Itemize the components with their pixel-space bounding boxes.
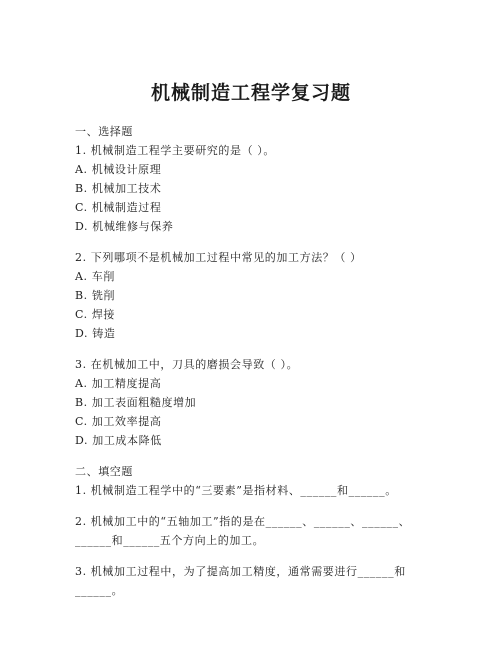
- spacer: [75, 550, 425, 562]
- question-stem: 1. 机械制造工程学主要研究的是（ ）。: [75, 144, 275, 157]
- fill-question-line: 3. 机械加工过程中，为了提高加工精度，通常需要进行______和: [75, 565, 406, 578]
- option-item: B. 加工表面粗糙度增加: [75, 396, 197, 409]
- option-item: C. 焊接: [75, 308, 116, 321]
- question-stem: 2. 下列哪项不是机械加工过程中常见的加工方法？（ ）: [75, 251, 362, 264]
- section-heading-fill: 二、填空题: [75, 465, 133, 478]
- option-item: B. 机械加工技术: [75, 182, 162, 195]
- spacer: [75, 500, 425, 512]
- section-heading-choice: 一、选择题: [75, 125, 133, 138]
- option-item: A. 车削: [75, 270, 115, 283]
- option-item: C. 加工效率提高: [75, 415, 162, 428]
- fill-question-line: ______和______五个方向上的加工。: [75, 534, 265, 547]
- option-item: A. 机械设计原理: [75, 163, 162, 176]
- option-item: D. 铸造: [75, 327, 116, 340]
- spacer: [75, 450, 425, 462]
- document-body: [75, 122, 425, 600]
- option-item: A. 加工精度提高: [75, 377, 162, 390]
- page-title: 机械制造工程学复习题: [150, 82, 351, 104]
- option-item: D. 机械维修与保养: [75, 220, 174, 233]
- fill-question: 1. 机械制造工程学中的“三要素”是指材料、______和______。: [75, 484, 397, 497]
- option-item: B. 铣削: [75, 289, 116, 302]
- option-item: D. 加工成本降低: [75, 434, 162, 447]
- fill-question-line: 2. 机械加工中的“五轴加工”指的是在______、______、______、: [75, 515, 411, 528]
- question-stem: 3. 在机械加工中，刀具的磨损会导致（ ）。: [75, 358, 299, 371]
- spacer: [75, 343, 425, 355]
- option-item: C. 机械制造过程: [75, 201, 162, 214]
- fill-question-line: ______。: [75, 584, 124, 597]
- spacer: [75, 236, 425, 248]
